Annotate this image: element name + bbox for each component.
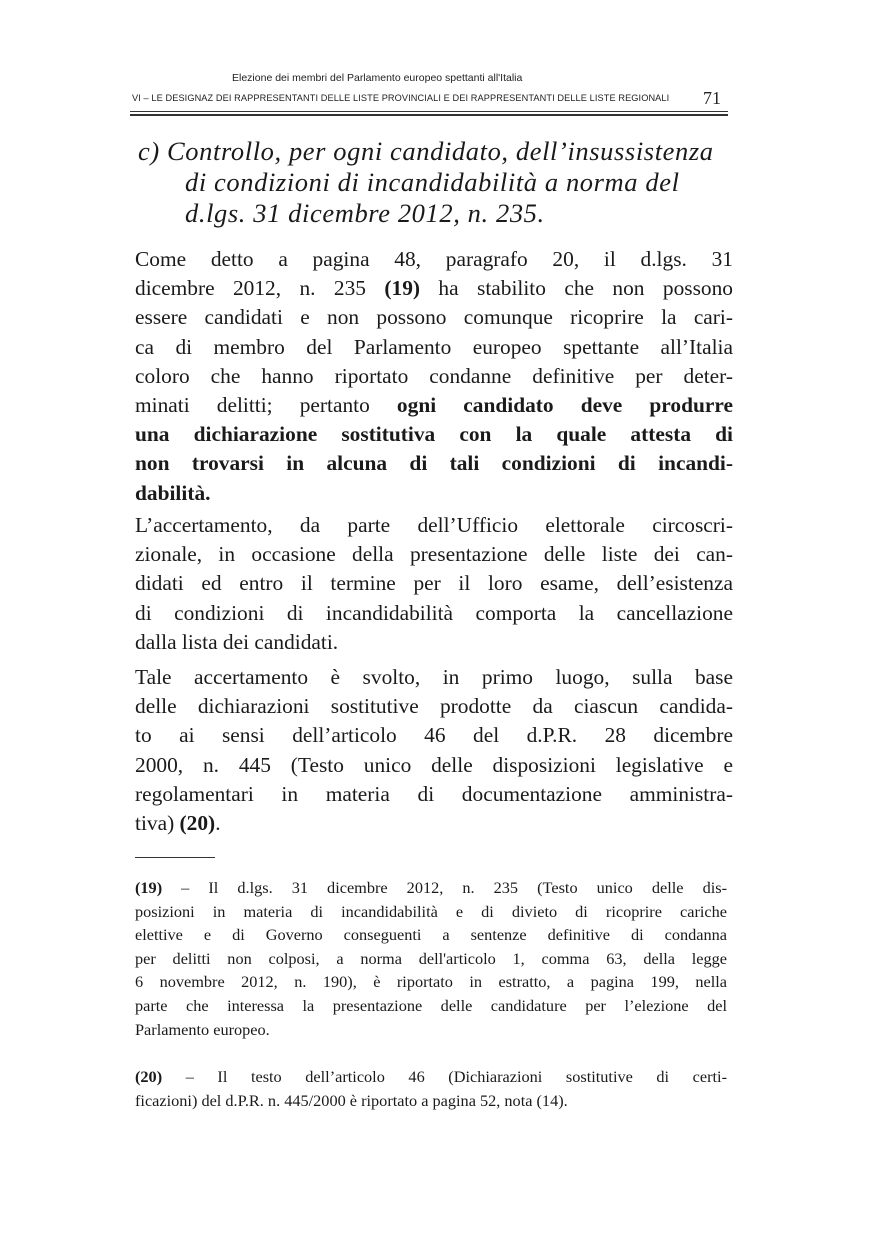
text-run: to ai sensi dell’articolo 46 del d.P.R. 28 dicembre xyxy=(135,723,733,748)
bold-text: ogni candidato deve produrre xyxy=(396,393,733,418)
bold-text-line xyxy=(135,420,733,449)
text-line xyxy=(135,333,733,362)
text-run: Parlamento europeo. xyxy=(135,1019,270,1039)
text-run: ficazioni) del d.P.R. n. 445/2000 è riportato a pagina 52, nota (14). xyxy=(135,1090,568,1110)
text-run: parte che interessa la presentazione delle candidature per l’elezione del xyxy=(135,995,727,1015)
text-run: per delitti non colposi, a norma dell'articolo 1, comma 63, della legge xyxy=(135,948,727,968)
text-run: minati delitti; pertanto xyxy=(135,393,397,418)
text-line xyxy=(135,663,733,692)
text-run: dabilità. xyxy=(135,480,211,505)
footnote-line xyxy=(135,1089,727,1113)
footnote-19 xyxy=(135,876,727,1041)
text-line xyxy=(135,362,733,391)
bold-text-line xyxy=(135,479,733,508)
text-line xyxy=(135,569,733,598)
text-line xyxy=(135,692,733,721)
text-run: Tale accertamento è svolto, in primo luogo, sulla base xyxy=(135,665,733,689)
heading-line: d.lgs. 31 dicembre 2012, n. 235. xyxy=(185,198,545,228)
footnote-ref-20[interactable]: (20) xyxy=(179,811,216,836)
text-run: ca di membro del Parlamento europeo spettante all’Italia xyxy=(135,334,733,359)
text-line xyxy=(135,511,733,540)
running-title: Elezione dei membri del Parlamento europeo spettanti all'Italia xyxy=(232,72,523,84)
text-run: Come detto a pagina 48, paragrafo 20, il d.lgs. 31 xyxy=(135,247,733,271)
footnote-20 xyxy=(135,1065,727,1112)
text-run: di condizioni di incandidabilità comporta la cancellazione xyxy=(135,600,733,625)
text-run: 2000, n. 445 (Testo unico delle disposizioni legislative e xyxy=(135,752,733,777)
paragraph-3 xyxy=(135,663,733,838)
text-line xyxy=(135,721,733,750)
text-line xyxy=(135,303,733,332)
text-run: ha stabilito che non possono xyxy=(420,276,734,301)
footnote-line xyxy=(135,923,727,947)
paragraph-2 xyxy=(135,511,733,657)
footnote-line xyxy=(135,900,727,924)
page-number: 71 xyxy=(703,88,721,108)
footnote-ref-19[interactable]: (19) xyxy=(384,276,421,301)
text-line xyxy=(135,628,733,657)
footnote-number: (20) xyxy=(135,1067,163,1086)
text-run: elettive e di Governo conseguenti a sentenze definitive di condanna xyxy=(135,925,727,945)
heading-line: c) Controllo, per ogni candidato, dell’insussistenza xyxy=(138,136,714,166)
text-line xyxy=(135,274,733,303)
header-rule-thin xyxy=(130,111,728,112)
text-line xyxy=(135,599,733,628)
text-line xyxy=(135,540,733,569)
bold-text-line xyxy=(135,449,733,478)
text-line xyxy=(135,780,733,809)
footnote-line xyxy=(135,876,727,900)
paragraph-1 xyxy=(135,245,733,508)
text-line xyxy=(135,245,733,274)
text-line xyxy=(135,809,733,838)
text-run: delle dichiarazioni sostitutive prodotte da ciascun candida- xyxy=(135,694,733,719)
section-heading xyxy=(138,136,733,229)
text-run: didati ed entro il termine per il loro esame, dell’esistenza xyxy=(135,571,733,596)
text-run: non trovarsi in alcuna di tali condizioni di incandi- xyxy=(135,451,733,476)
text-run: regolamentari in materia di documentazione amministra- xyxy=(135,781,733,806)
text-run: tiva) xyxy=(135,811,180,836)
heading-line: di condizioni di incandidabilità a norma del xyxy=(185,167,680,197)
text-run: – Il d.lgs. 31 dicembre 2012, n. 235 (Testo unico delle dis- xyxy=(162,878,727,897)
text-run: coloro che hanno riportato condanne definitive per deter- xyxy=(135,363,733,388)
text-run: posizioni in materia di incandidabilità e di divieto di ricoprire cariche xyxy=(135,901,727,921)
text-run: essere candidati e non possono comunque ricoprire la cari- xyxy=(135,305,733,330)
footnote-line xyxy=(135,947,727,971)
text-run: – Il testo dell’articolo 46 (Dichiarazioni sostitutive di certi- xyxy=(162,1067,727,1086)
footnote-line xyxy=(135,970,727,994)
text-line xyxy=(135,391,733,420)
text-run: dalla lista dei candidati. xyxy=(135,629,339,654)
footnote-separator xyxy=(135,857,215,858)
text-run: una dichiarazione sostitutiva con la quale attesta di xyxy=(135,422,733,447)
text-run: zionale, in occasione della presentazione delle liste dei can- xyxy=(135,542,733,567)
running-section-title: VI – LE DESIGNAZ DEI RAPPRESENTANTI DELLE LISTE PROVINCIALI E DEI RAPPRESENTANTI DELLE LISTE REGIONALI xyxy=(132,93,670,103)
text-run: . xyxy=(215,811,221,836)
text-run: L’accertamento, da parte dell’Ufficio elettorale circoscri- xyxy=(135,513,733,537)
text-run: dicembre 2012, n. 235 xyxy=(135,276,385,301)
text-line xyxy=(135,751,733,780)
footnote-number: (19) xyxy=(135,878,163,897)
header-rule-thick xyxy=(130,114,728,116)
footnote-line xyxy=(135,994,727,1018)
footnote-line xyxy=(135,1018,727,1042)
footnote-line xyxy=(135,1065,727,1089)
text-run: 6 novembre 2012, n. 190), è riportato in estratto, a pagina 199, nella xyxy=(135,972,727,992)
